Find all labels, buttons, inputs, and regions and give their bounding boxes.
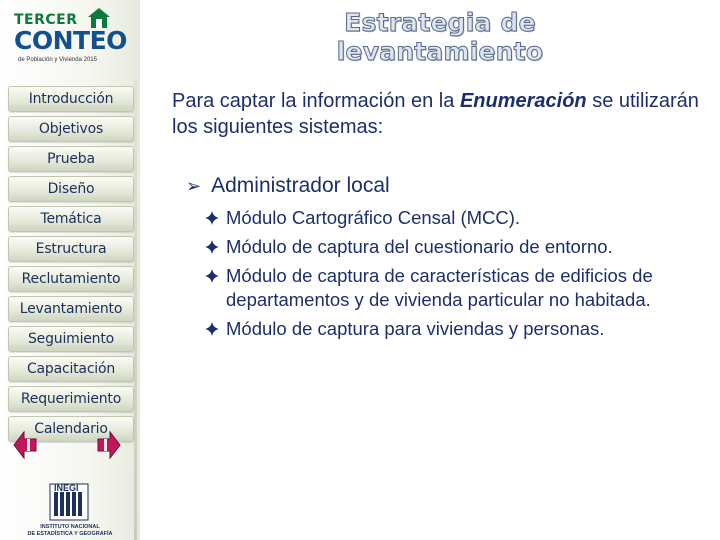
section-heading-text: Administrador local [211, 174, 390, 197]
sidebar-item-levantamiento[interactable] [8, 296, 134, 322]
intro-text-after: se utilizarán los siguientes sistemas: [172, 90, 699, 138]
list-item-text: Módulo Cartográfico Censal (MCC). [226, 207, 521, 228]
inegi-caption [24, 524, 116, 538]
sidebar-item-objetivos[interactable] [8, 116, 134, 142]
sidebar-item-label: Prueba [47, 151, 95, 167]
sidebar-item-capacitacion[interactable] [8, 356, 134, 382]
inegi-caption-line1: INSTITUTO NACIONAL [40, 524, 100, 530]
list-item [204, 235, 712, 259]
logo-sub-text: de Población y Vivienda 2015 [18, 57, 97, 63]
arrow-right-icon[interactable] [96, 430, 122, 460]
main-content [172, 88, 712, 346]
logo-main-text: CONTEO [14, 26, 127, 55]
bullet-list [204, 206, 712, 341]
tercer-conteo-logo [6, 4, 132, 64]
section-heading [186, 174, 712, 198]
sidebar-item-label: Calendario [34, 421, 108, 437]
logo-top-text: TERCER [14, 12, 78, 28]
sidebar-item-label: Requerimiento [20, 391, 122, 407]
sidebar-item-label: Objetivos [38, 121, 104, 137]
list-item-text: Módulo de captura del cuestionario de entorno. [226, 236, 613, 257]
intro-paragraph [172, 88, 712, 140]
sidebar-item-label: Capacitación [26, 361, 116, 377]
sidebar-item-seguimiento[interactable] [8, 326, 134, 352]
sidebar-item-label: Seguimiento [27, 331, 115, 347]
inegi-wordmark: INEGI [54, 483, 79, 493]
diamond-bullet-icon [204, 321, 220, 337]
intro-emphasis: Enumeración [459, 90, 587, 112]
sidebar-item-estructura[interactable] [8, 236, 134, 262]
sidebar-item-label: Diseño [47, 181, 95, 197]
list-item [204, 206, 712, 230]
sidebar-item-label: Levantamiento [19, 301, 123, 317]
sidebar-item-label: Temática [40, 211, 102, 227]
sidebar-menu [8, 86, 134, 446]
arrow-left-icon[interactable] [12, 430, 38, 460]
list-item-text: Módulo de captura para viviendas y personas. [226, 318, 605, 339]
inegi-logo [20, 480, 120, 538]
intro-text-before: Para captar la información en la [172, 90, 460, 112]
sidebar-item-label: Estructura [35, 241, 107, 257]
sidebar-item-label: Introducción [28, 91, 114, 107]
sidebar-divider [134, 80, 137, 540]
inegi-caption-line2: DE ESTADÍSTICA Y GEOGRAFÍA [27, 531, 113, 537]
sidebar-item-prueba[interactable] [8, 146, 134, 172]
sidebar-item-introduccion[interactable] [8, 86, 134, 112]
page-title: Estrategia de levantamiento [336, 8, 544, 66]
sidebar-item-diseno[interactable] [8, 176, 134, 202]
sidebar-item-reclutamiento[interactable] [8, 266, 134, 292]
diamond-bullet-icon [204, 210, 220, 226]
list-item [204, 317, 712, 341]
sidebar-item-tematica[interactable] [8, 206, 134, 232]
diamond-bullet-icon [204, 239, 220, 255]
list-item-text: Módulo de captura de características de edificios de departamentos y de vivienda particular no habitada. [226, 265, 653, 310]
diamond-bullet-icon [204, 268, 220, 284]
list-item [204, 264, 712, 312]
sidebar-item-requerimiento[interactable] [8, 386, 134, 412]
arrow-bullet-icon: ➢ [186, 175, 202, 196]
sidebar-item-label: Reclutamiento [21, 271, 121, 287]
